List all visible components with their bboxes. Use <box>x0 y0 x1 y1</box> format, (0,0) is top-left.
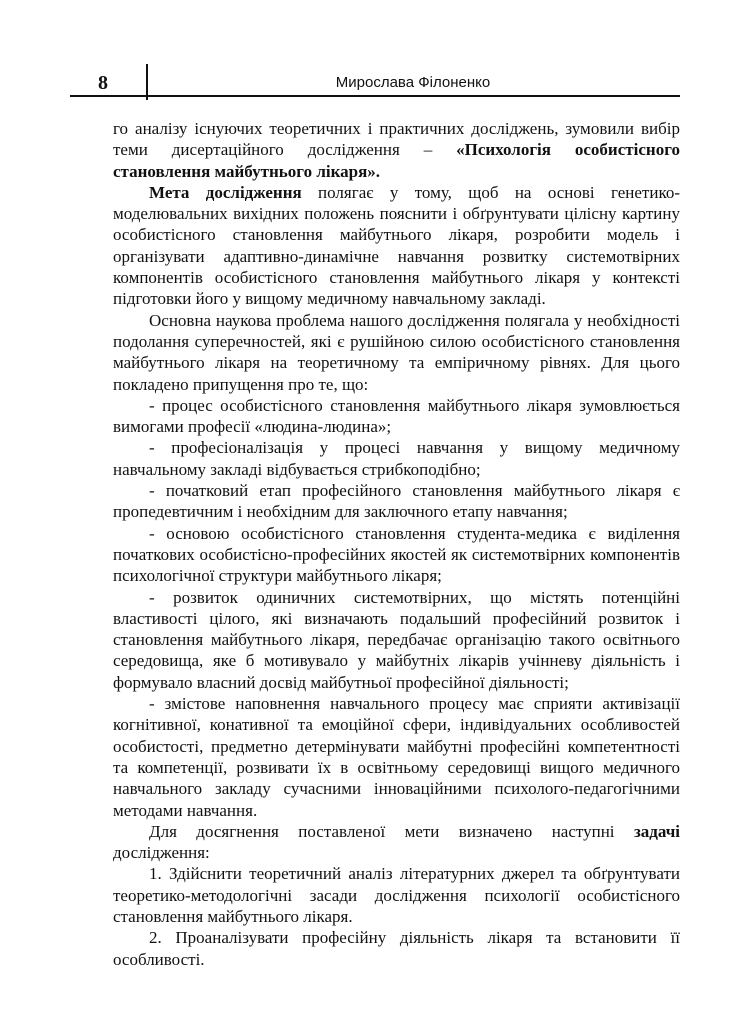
page-number: 8 <box>98 72 108 94</box>
header-author: Мирослава Філоненко <box>335 74 491 91</box>
tasks-heading: задачі <box>633 821 680 841</box>
list-item: - початковий етап професійного становлення майбутнього лікаря є пропедевтичним і необхідним для заключного етапу навчання; <box>113 481 680 522</box>
goal-heading: Мета дослідження <box>149 182 302 202</box>
list-item: - основою особистісного становлення студента-медика є виділення початкових особистісно-професійних якостей як системотвірних компонентів психологічної структури майбутнього лікаря; <box>113 523 680 586</box>
list-item: - розвиток одиничних системотвірних, що містять потенційні властивості цілого, які визначають подальший професійний розвиток і становлення майбутнього лікаря, передбачає організацію такого освітнього середовища, яке б мотивувало у майбутніх лікарів учінневу діяльність і формувало власний досвід майбутньої професійної діяльності; <box>113 587 680 692</box>
list-item: - змістове наповнення навчального процесу має сприяти активізації когнітивної, конативної та емоційної сфери, індивідуальних особливостей особистості, предметно детермінувати майбутні професійні компетентності та компетенції, розвивати їх в освітньому середовищі вищого медичного навчального закладу сучасними інноваційними психолого-педагогічними методами навчання. <box>113 694 680 820</box>
list-item: - професіоналізація у процесі навчання у вищому медичному навчальному закладі відбувається стрибкоподібно; <box>113 438 680 479</box>
paragraph-tasks-intro: Для досягнення поставленої мети визначено наступні задачі дослідження: <box>113 821 680 863</box>
task-item: 2. Проаналізувати професійну діяльність лікаря та встановити її особливості. <box>113 928 680 969</box>
body-text <box>113 118 680 970</box>
paragraph-continuation: го аналізу існуючих теоретичних і практичних досліджень, зумовили вибір теми дисертаційного дослідження – «Психологія особистісного становлення майбутнього лікаря». <box>113 119 680 181</box>
dissertation-title: «Психологія особистісного становлення майбутнього лікаря». <box>113 140 680 181</box>
list-item: - процес особистісного становлення майбутнього лікаря зумовлюється вимогами професії «людина-людина»; <box>113 395 680 437</box>
running-header <box>70 64 680 102</box>
paragraph-problem: Основна наукова проблема нашого дослідження полягала у необхідності подолання суперечностей, які є рушійною силою особистісного становлення майбутнього лікаря на теоретичному та емпіричному рівнях. Для цього покладено припущення про те, що: <box>113 310 680 394</box>
header-horizontal-rule <box>70 95 680 97</box>
task-item: 1. Здійснити теоретичний аналіз літературних джерел та обґрунтувати теоретико-методологічні засади дослідження психології особистісного становлення майбутнього лікаря. <box>113 864 680 926</box>
paragraph-goal: Мета дослідження полягає у тому, щоб на основі генетико-моделювальних вихідних положень пояснити і обґрунтувати цілісну картину особистісного становлення майбутнього лікаря, розробити модель і організувати адаптивно-динамічне навчання розвитку системотвірних компонентів особистісного становлення майбутнього лікаря у контексті підготовки його у вищому медичному навчальному закладі. <box>113 182 680 309</box>
